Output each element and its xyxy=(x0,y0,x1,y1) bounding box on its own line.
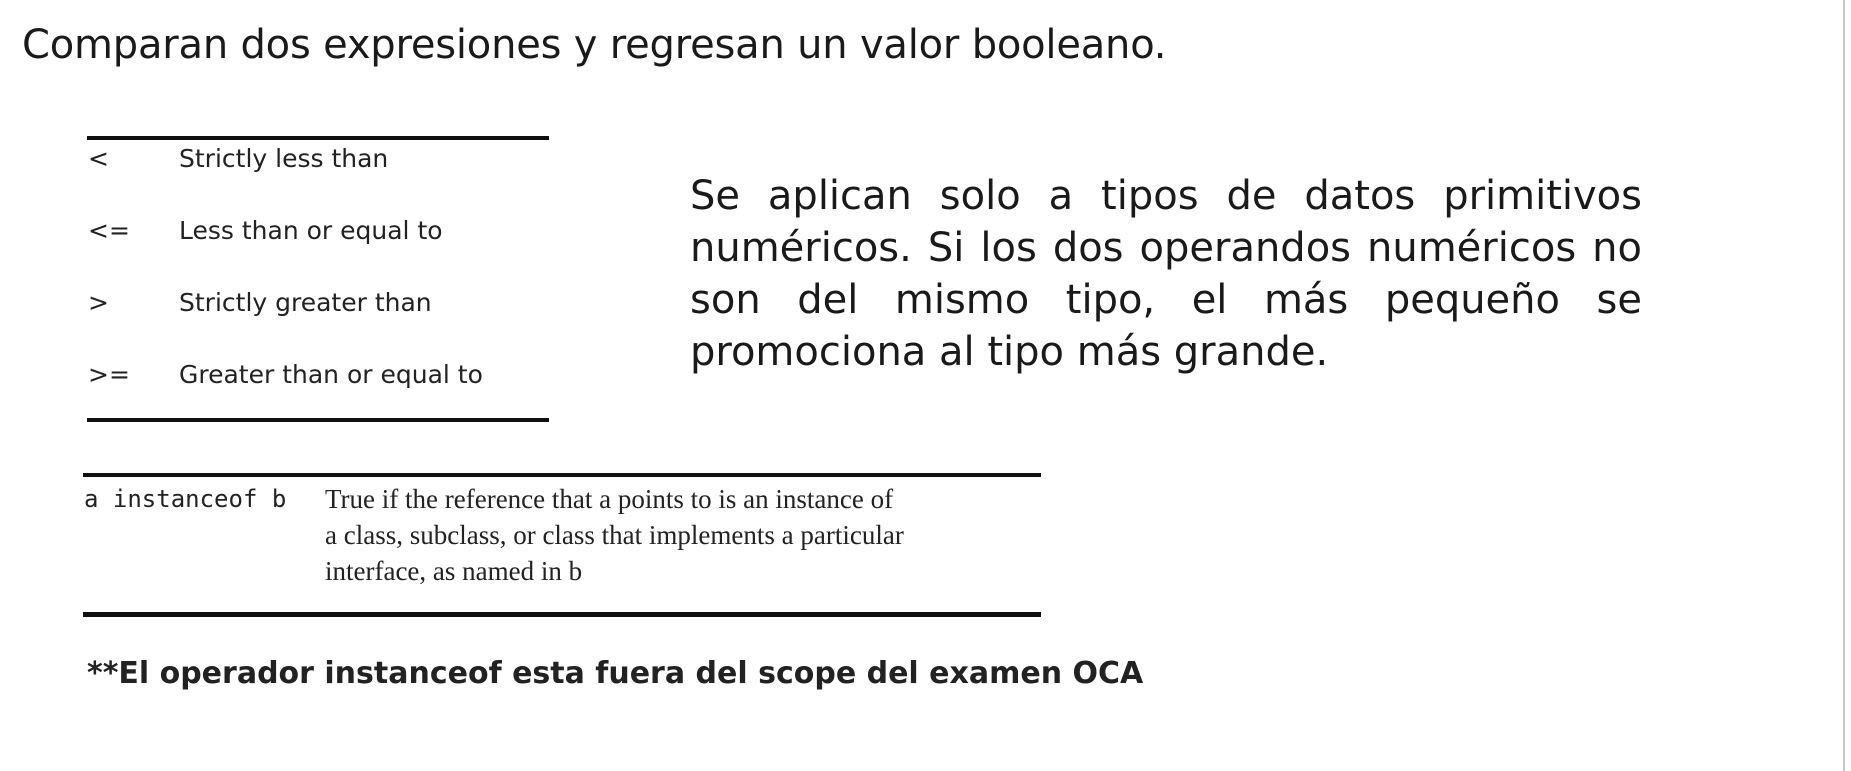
operator-symbol: < xyxy=(88,144,109,173)
instanceof-description-line: True if the reference that a points to is an instance of xyxy=(325,484,894,514)
operator-symbol: >= xyxy=(88,360,130,389)
instanceof-description xyxy=(325,481,1035,589)
slide-edge-divider xyxy=(1843,0,1845,771)
operator-description: Strictly greater than xyxy=(179,288,432,317)
instanceof-description-line: interface, as named in b xyxy=(325,556,583,586)
instanceof-operator: a instanceof b xyxy=(84,485,287,513)
explanation-paragraph: Se aplican solo a tipos de datos primitivos numéricos. Si los dos operandos numéricos no son del mismo tipo, el más pequeño se promociona al tipo más grande. xyxy=(690,173,1642,375)
instanceof-table xyxy=(83,473,1041,617)
relational-operators-table xyxy=(87,136,549,422)
operator-symbol: <= xyxy=(88,216,130,245)
operator-description: Strictly less than xyxy=(179,144,389,173)
operator-row-less-equal xyxy=(87,216,549,248)
operator-row-greater-than xyxy=(87,288,549,320)
operator-row-greater-equal xyxy=(87,360,549,392)
operator-row-less-than xyxy=(87,144,549,176)
operator-description: Greater than or equal to xyxy=(179,360,483,389)
exam-scope-note: **El operador instanceof esta fuera del scope del examen OCA xyxy=(87,656,1144,691)
slide-title: Comparan dos expresiones y regresan un valor booleano. xyxy=(22,22,1167,68)
operator-symbol: > xyxy=(88,288,109,317)
operator-description: Less than or equal to xyxy=(179,216,443,245)
instanceof-description-line: a class, subclass, or class that implements a particular xyxy=(325,520,904,550)
